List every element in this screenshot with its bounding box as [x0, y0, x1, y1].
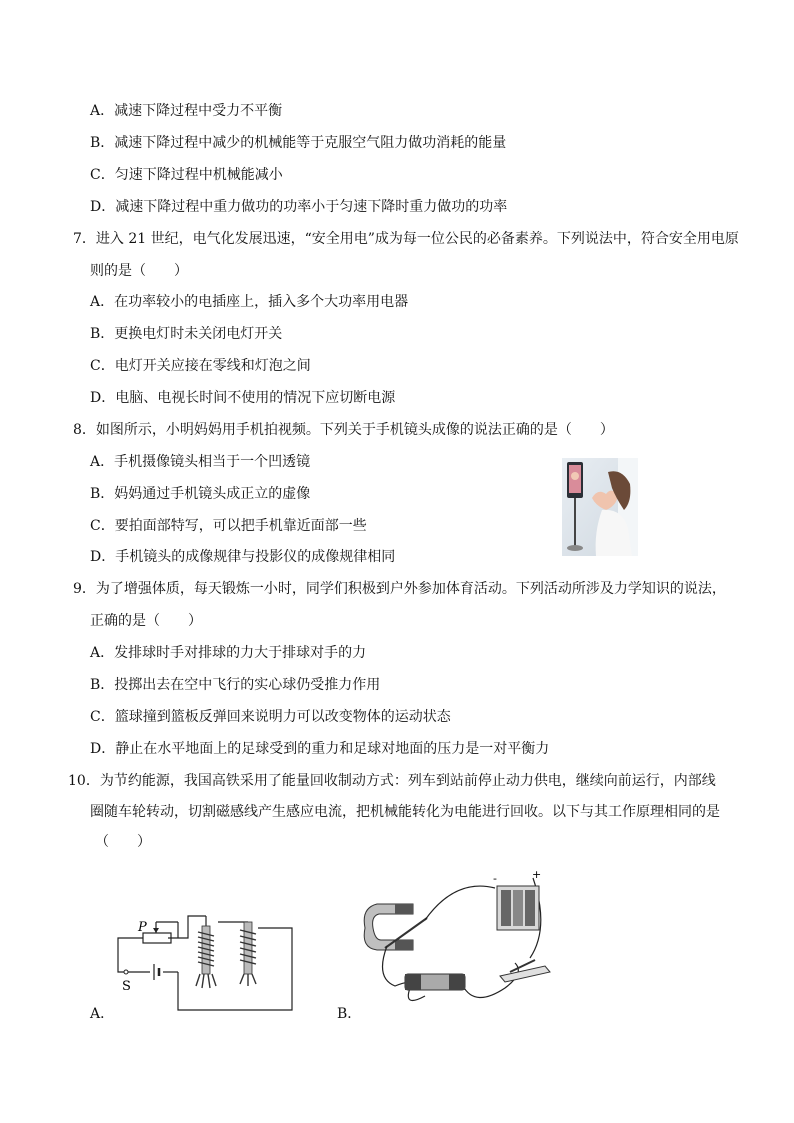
coil-right-icon: [240, 922, 256, 986]
q7-stem-line2: 则的是（ ）: [90, 263, 188, 279]
q10-stem-line2: 圈随车轮转动，切割磁感线产生感应电流，把机械能转化为电能进行回收。以下与其工作原理相同的是: [90, 804, 720, 820]
motor-icon: [405, 974, 465, 990]
q6-option-a: A．减速下降过程中受力不平衡: [90, 103, 283, 119]
figure-b-motor-circuit: [355, 868, 565, 1018]
figure-a-label: A．: [90, 1006, 115, 1022]
rheostat-label-p: P: [138, 920, 147, 935]
q7-option-d: D．电脑、电视长时间不使用的情况下应切断电源: [90, 390, 396, 406]
horseshoe-magnet-icon: [364, 904, 413, 950]
q6-option-d: D．减速下降过程中重力做功的功率小于匀速下降时重力做功的功率: [90, 199, 508, 215]
q9-option-b: B．投掷出去在空中飞行的实心球仍受推力作用: [90, 677, 381, 693]
q9-option-d: D．静止在水平地面上的足球受到的重力和足球对地面的压力是一对平衡力: [90, 741, 550, 757]
q9-option-c: C．篮球撞到篮板反弹回来说明力可以改变物体的运动状态: [90, 709, 451, 725]
q7-stem-line1: 7．进入 21 世纪，电气化发展迅速，“安全用电”成为每一位公民的必备素养。下列说法中，符合安全用电原: [73, 231, 739, 247]
q10-stem-line1: 10．为节约能源，我国高铁采用了能量回收制动方式：列车到站前停止动力供电，继续向前运行，内部线: [68, 773, 716, 789]
battery-icon: [497, 886, 539, 930]
q8-option-b: B．妈妈通过手机镜头成正立的虚像: [90, 486, 311, 502]
q10-stem-line3: （ ）: [95, 834, 151, 850]
q9-stem-line2: 正确的是（ ）: [90, 613, 202, 629]
battery-minus-label: -: [493, 872, 497, 885]
coil-left-icon: [196, 926, 216, 988]
battery-plus-label: +: [532, 868, 542, 881]
q7-option-a: A．在功率较小的电插座上，插入多个大功率用电器: [90, 294, 409, 310]
q7-option-b: B．更换电灯时未关闭电灯开关: [90, 326, 283, 342]
q7-option-c: C．电灯开关应接在零线和灯泡之间: [90, 358, 311, 374]
switch-label-s: S: [122, 979, 131, 994]
q6-option-b: B．减速下降过程中减少的机械能等于克服空气阻力做功消耗的能量: [90, 135, 507, 151]
figure-a-electromagnet-circuit: [108, 908, 300, 1016]
q8-option-d: D．手机镜头的成像规律与投影仪的成像规律相同: [90, 549, 396, 565]
q8-option-c: C．要拍面部特写，可以把手机靠近面部一些: [90, 518, 367, 534]
q8-stem: 8．如图所示，小明妈妈用手机拍视频。下列关于手机镜头成像的说法正确的是（ ）: [73, 422, 614, 438]
q6-option-c: C．匀速下降过程中机械能减小: [90, 167, 283, 183]
q9-option-a: A．发排球时手对排球的力大于排球对手的力: [90, 645, 367, 661]
knife-switch-icon: [500, 960, 550, 982]
phone-selfie-photo: [562, 458, 638, 556]
q9-stem-line1: 9．为了增强体质，每天锻炼一小时，同学们积极到户外参加体育活动。下列活动所涉及力学知识的说法，: [73, 581, 726, 597]
figure-b-label: B．: [337, 1006, 362, 1022]
q8-option-a: A．手机摄像镜头相当于一个凹透镜: [90, 454, 311, 470]
